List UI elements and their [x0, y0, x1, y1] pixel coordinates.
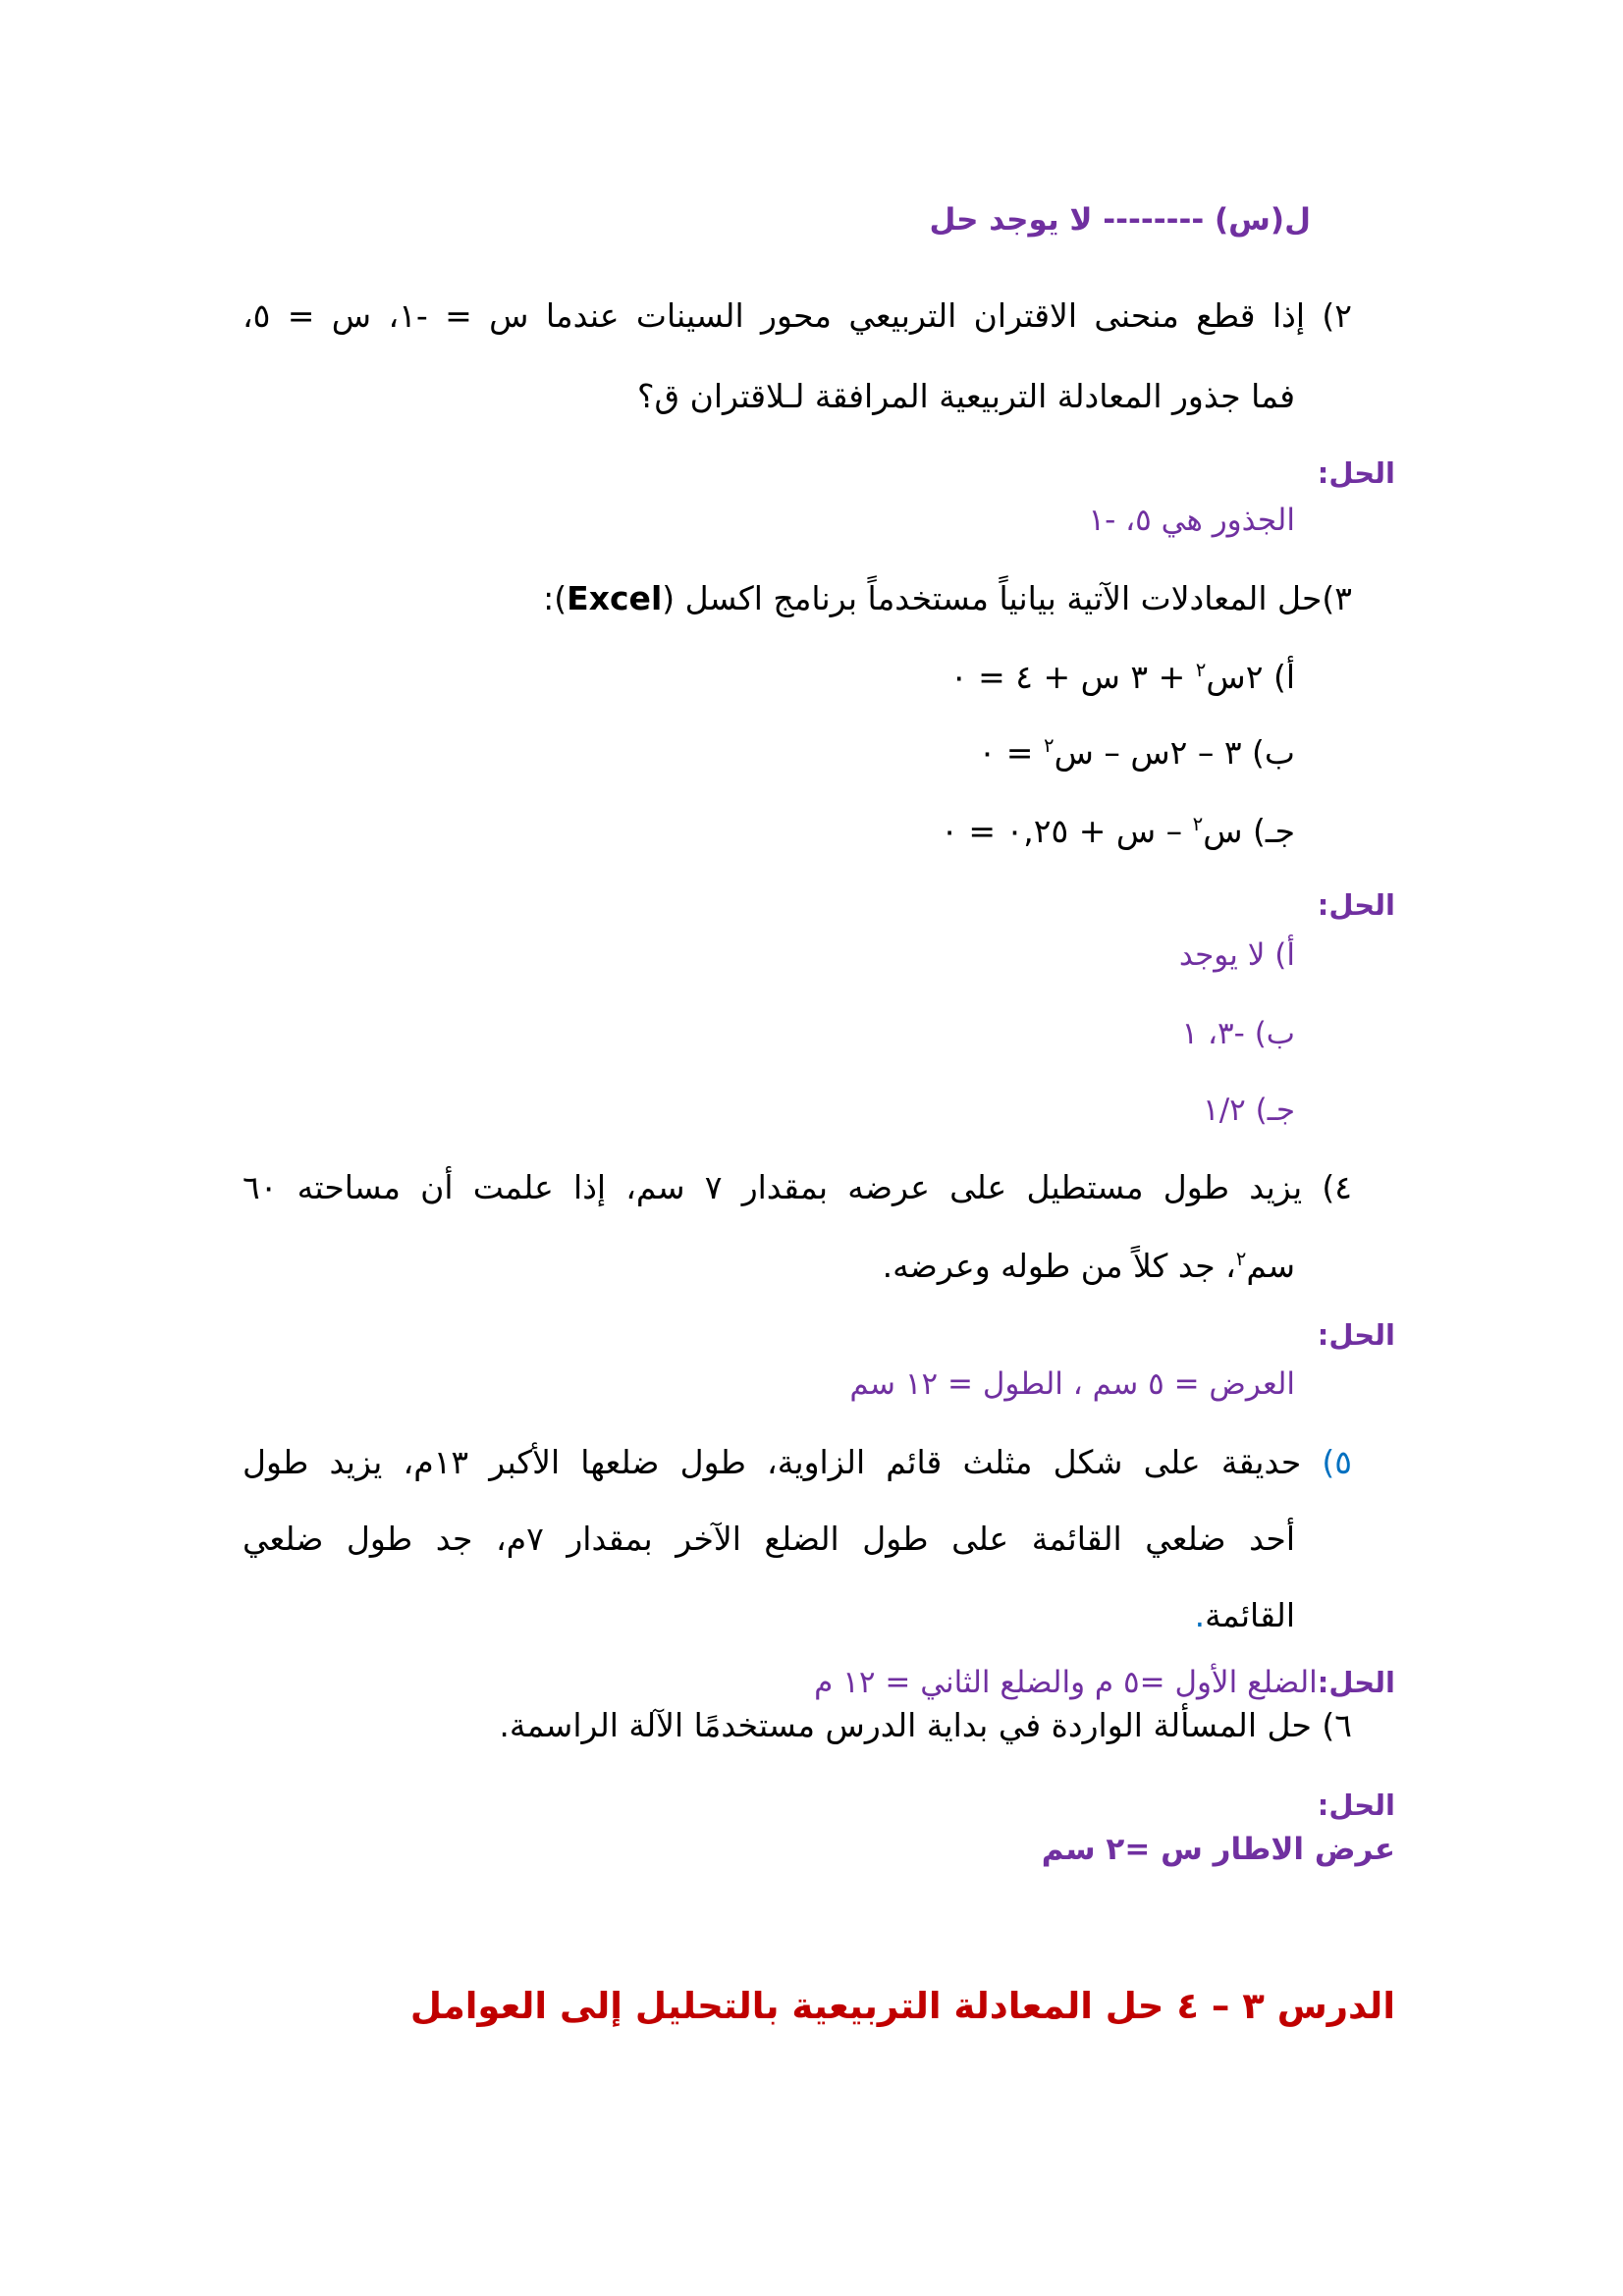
- question-3-header: [543, 579, 1352, 618]
- equation-a-part2: + ٣ س + ٤ = ٠: [949, 658, 1196, 696]
- equation-c-part1: جـ) س: [1203, 812, 1295, 850]
- solution-label-2: الحل:: [1317, 456, 1395, 490]
- answer-3-c: جـ) ١/٢: [1203, 1093, 1295, 1128]
- question-5-period: .: [1194, 1596, 1206, 1634]
- answer-3-a: أ) لا يوجد: [1178, 937, 1295, 973]
- equation-c-part2: – س + ٠,٢٥ = ٠: [941, 812, 1193, 850]
- question-5-line-2: أحد ضلعي القائمة على طول الضلع الآخر بمقدار ٧م، جد طول ضلعي: [243, 1520, 1295, 1558]
- question-4-exponent: ٢: [1235, 1248, 1247, 1270]
- equation-b-part1: ب) ٣ – ٢س – س: [1054, 733, 1295, 772]
- solution-label-6: الحل:: [1317, 1789, 1395, 1822]
- question-4-line-2: [883, 1247, 1295, 1286]
- equation-b-exponent: ٢: [1043, 734, 1055, 757]
- answer-3-b: ب) -٣، ١: [1181, 1016, 1295, 1051]
- question-4-unit: سم: [1246, 1247, 1295, 1285]
- solution-label-4: الحل:: [1317, 1318, 1395, 1352]
- solution-label-3: الحل:: [1317, 888, 1395, 922]
- answer-6: عرض الاطار س =٢ سم: [1041, 1832, 1395, 1867]
- question-6: ٦) حل المسألة الواردة في بداية الدرس مستخدمًا الآلة الراسمة.: [499, 1706, 1352, 1744]
- equation-c-exponent: ٢: [1192, 813, 1204, 835]
- equation-c: [941, 812, 1295, 851]
- previous-answer: ل(س) -------- لا يوجد حل: [929, 202, 1311, 238]
- answer-5: الضلع الأول =٥ م والضلع الثاني = ١٢ م: [814, 1665, 1318, 1700]
- question-4-line-1: ٤) يزيد طول مستطيل على عرضه بمقدار ٧ سم، إذا علمت أن مساحته ٦٠: [243, 1168, 1352, 1206]
- question-2-line-2: فما جذور المعادلة التربيعية المرافقة لـلاقتران ق؟: [637, 377, 1295, 415]
- answer-4: العرض = ٥ سم ، الطول = ١٢ سم: [849, 1366, 1295, 1402]
- question-5-line-3: [1195, 1596, 1295, 1635]
- answer-2: الجذور هي ٥، -١: [1088, 503, 1295, 538]
- question-5-last-word: القائمة: [1205, 1596, 1295, 1634]
- question-4-text: ، جد كلاً من طوله وعرضه.: [882, 1247, 1236, 1285]
- question-5-number: ٥): [1322, 1443, 1353, 1481]
- question-3-text: ٣)حل المعادلات الآتية بيانياً مستخدماً برنامج اكسل (: [662, 579, 1352, 617]
- question-5-line-1: [243, 1443, 1352, 1482]
- solution-5-line: [814, 1665, 1395, 1701]
- lesson-title: الدرس ٣ – ٤ حل المعادلة التربيعية بالتحليل إلى العوامل: [409, 1985, 1395, 2027]
- solution-label-5: الحل:: [1317, 1666, 1395, 1699]
- equation-b: [979, 733, 1295, 773]
- question-5-text: حديقة على شكل مثلث قائم الزاوية، طول ضلعها الأكبر ١٣م، يزيد طول: [243, 1443, 1323, 1481]
- question-2-line-1: ٢) إذا قطع منحنى الاقتران التربيعي محور السينات عندما س = -١، س = ٥،: [243, 296, 1352, 335]
- excel-program-name: Excel: [567, 579, 663, 617]
- equation-b-part2: = ٠: [978, 733, 1044, 772]
- equation-a-exponent: ٢: [1195, 659, 1207, 681]
- equation-a: [950, 658, 1295, 697]
- question-3-suffix: ):: [543, 579, 568, 617]
- equation-a-part1: أ) ٢س: [1206, 658, 1295, 696]
